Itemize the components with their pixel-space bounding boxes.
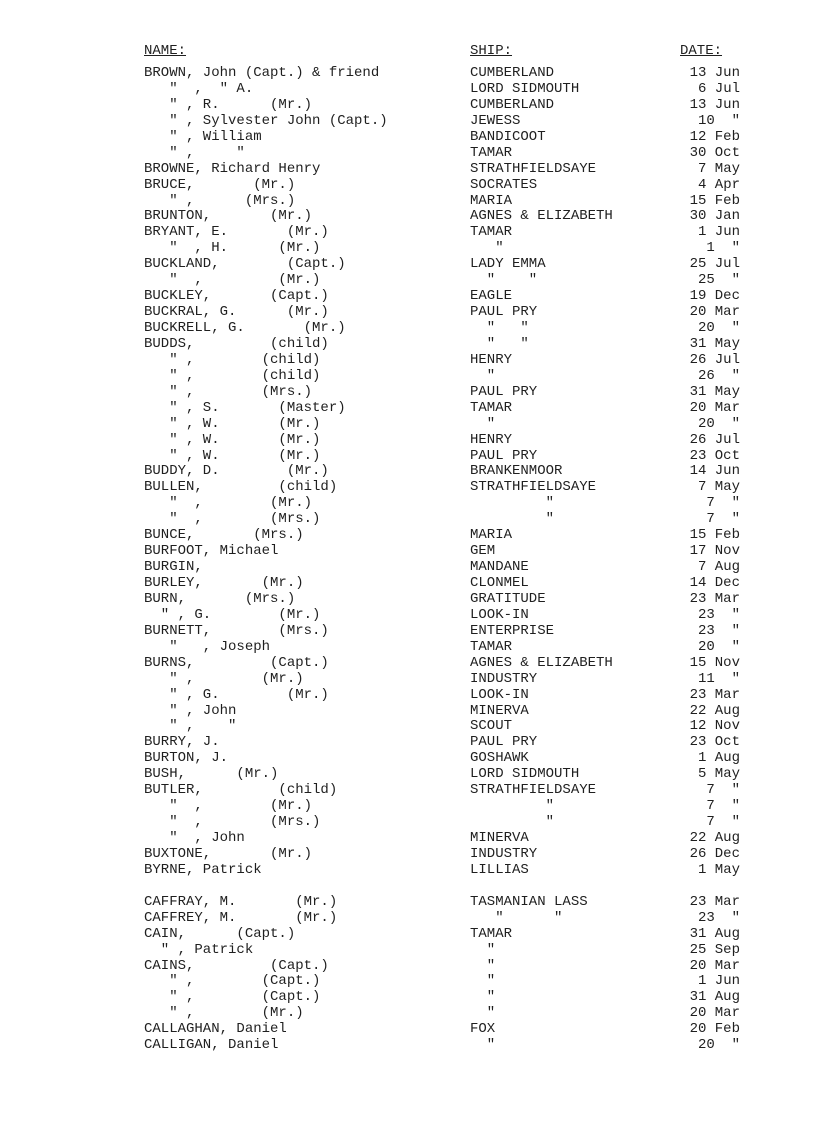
- passenger-name: BROWNE, Richard Henry: [144, 160, 321, 177]
- table-row: [0, 815, 816, 831]
- table-row: [0, 544, 816, 560]
- ship-name: TASMANIAN LASS: [470, 893, 588, 910]
- table-row: [0, 337, 816, 353]
- passenger-name: BURNETT, (Mrs.): [144, 622, 329, 639]
- passenger-name: BURLEY, (Mr.): [144, 575, 304, 591]
- table-row: [0, 799, 816, 815]
- arrival-date: 12 Nov: [689, 718, 740, 735]
- passenger-name: " , (Mrs.): [144, 383, 313, 400]
- ship-name: LADY EMMA: [470, 256, 546, 273]
- arrival-date: 25 Jul: [689, 256, 740, 273]
- arrival-date: 23 ": [697, 909, 740, 926]
- arrival-date: 22 Aug: [689, 702, 740, 719]
- table-row: [0, 130, 816, 146]
- arrival-date: 11 ": [697, 670, 740, 687]
- arrival-date: 25 Sep: [689, 941, 740, 958]
- table-row: [0, 704, 816, 720]
- arrival-date: 20 ": [697, 1037, 740, 1054]
- arrival-date: 23 Mar: [689, 893, 740, 910]
- passenger-name: " , G. (Mr.): [144, 606, 321, 623]
- passenger-name: BROWN, John (Capt.) & friend: [144, 65, 380, 81]
- table-row: [0, 608, 816, 624]
- ship-name: TAMAR: [470, 224, 513, 241]
- ship-name: ": [470, 957, 496, 974]
- ship-name: LILLIAS: [470, 861, 529, 878]
- passenger-name: " , Sylvester John (Capt.): [144, 112, 388, 129]
- passenger-name: " , " A.: [144, 80, 254, 97]
- arrival-date: 6 Jul: [697, 80, 740, 97]
- ship-name: ": [470, 367, 496, 384]
- table-row: [0, 847, 816, 863]
- passenger-name: CAIN, (Capt.): [144, 925, 296, 942]
- table-row: [0, 656, 816, 672]
- ship-name: LORD SIDMOUTH: [470, 766, 580, 783]
- table-row: [0, 305, 816, 321]
- arrival-date: 20 Mar: [689, 399, 740, 416]
- table-row: [0, 974, 816, 990]
- passenger-name: BUCKRAL, G. (Mr.): [144, 304, 329, 321]
- table-row: [0, 831, 816, 847]
- arrival-date: 5 May: [697, 766, 740, 783]
- ship-name: INDUSTRY: [470, 845, 538, 862]
- table-row: [0, 1022, 816, 1038]
- ship-name: ": [470, 814, 555, 831]
- ship-name: STRATHFIELDSAYE: [470, 782, 597, 799]
- ship-name: " ": [470, 335, 529, 352]
- table-row: [0, 289, 816, 305]
- ship-name: GOSHAWK: [470, 750, 529, 767]
- table-row: [0, 496, 816, 512]
- arrival-date: 15 Feb: [689, 192, 740, 209]
- arrival-date: 22 Aug: [689, 830, 740, 846]
- passenger-name: BUXTONE, (Mr.): [144, 845, 313, 862]
- table-row: [0, 719, 816, 735]
- passenger-name: BUDDY, D. (Mr.): [144, 463, 329, 480]
- ship-name: GRATITUDE: [470, 590, 546, 607]
- table-row: [0, 528, 816, 544]
- table-row: [0, 449, 816, 465]
- ship-name: ": [470, 240, 504, 257]
- table-row: [0, 273, 816, 289]
- table-row: [0, 353, 816, 369]
- ship-name: PAUL PRY: [470, 304, 538, 321]
- table-row: [0, 162, 816, 178]
- table-row: [0, 624, 816, 640]
- arrival-date: 26 Jul: [689, 351, 740, 368]
- passenger-name: CAINS, (Capt.): [144, 957, 329, 974]
- ship-name: LOOK-IN: [470, 606, 529, 623]
- table-row: [0, 433, 816, 449]
- arrival-date: 13 Jun: [689, 96, 740, 113]
- ship-name: CLONMEL: [470, 575, 529, 591]
- table-row: [0, 672, 816, 688]
- ship-name: ": [470, 511, 555, 528]
- arrival-date: 19 Dec: [689, 288, 740, 305]
- ship-name: HENRY: [470, 431, 513, 448]
- ship-name: ENTERPRISE: [470, 622, 555, 639]
- arrival-date: 13 Jun: [689, 65, 740, 81]
- passenger-name: CAFFRAY, M. (Mr.): [144, 893, 338, 910]
- ship-name: TAMAR: [470, 638, 513, 655]
- arrival-date: 7 ": [706, 495, 740, 512]
- ship-name: PAUL PRY: [470, 383, 538, 400]
- passenger-name: " , John: [144, 830, 245, 846]
- table-row: [0, 879, 816, 895]
- arrival-date: 7 ": [706, 798, 740, 815]
- ship-name: TAMAR: [470, 144, 513, 161]
- table-row: [0, 98, 816, 114]
- name-column-header: NAME:: [144, 43, 187, 59]
- arrival-date: 14 Jun: [689, 463, 740, 480]
- table-row: [0, 990, 816, 1006]
- table-row: [0, 751, 816, 767]
- ship-name: TAMAR: [470, 399, 513, 416]
- passenger-name: " , (Mrs.): [144, 511, 321, 528]
- ship-name: CUMBERLAND: [470, 65, 555, 81]
- arrival-date: 31 May: [689, 383, 740, 400]
- passenger-name: " , (Capt.): [144, 989, 321, 1006]
- ship-name: MINERVA: [470, 830, 529, 846]
- passenger-name: " , (child): [144, 367, 321, 384]
- table-row: [0, 417, 816, 433]
- ship-name: MARIA: [470, 527, 513, 544]
- ship-name: BANDICOOT: [470, 128, 546, 145]
- arrival-date: 1 Jun: [697, 973, 740, 990]
- arrival-date: 20 ": [697, 638, 740, 655]
- arrival-date: 17 Nov: [689, 543, 740, 560]
- table-row: [0, 1038, 816, 1054]
- ship-name: EAGLE: [470, 288, 513, 305]
- ship-column-header: SHIP:: [470, 43, 513, 59]
- table-row: [0, 178, 816, 194]
- ship-name: GEM: [470, 543, 496, 560]
- ship-name: HENRY: [470, 351, 513, 368]
- ship-name: SCOUT: [470, 718, 513, 735]
- ship-name: INDUSTRY: [470, 670, 538, 687]
- arrival-date: 25 ": [697, 272, 740, 289]
- table-row: [0, 66, 816, 82]
- arrival-date: 26 Jul: [689, 431, 740, 448]
- arrival-date: 26 ": [697, 367, 740, 384]
- table-row: [0, 225, 816, 241]
- table-row: [0, 401, 816, 417]
- passenger-name: " , H. (Mr.): [144, 240, 321, 257]
- passenger-name: CALLIGAN, Daniel: [144, 1037, 279, 1054]
- table-row: [0, 911, 816, 927]
- passenger-name: " , (Mr.): [144, 1005, 304, 1022]
- arrival-date: 30 Oct: [689, 144, 740, 161]
- passenger-list: [0, 66, 816, 1054]
- arrival-date: 12 Feb: [689, 128, 740, 145]
- arrival-date: 7 ": [706, 782, 740, 799]
- ship-name: PAUL PRY: [470, 734, 538, 751]
- passenger-name: " , (Mr.): [144, 495, 313, 512]
- table-row: [0, 783, 816, 799]
- passenger-name: BURFOOT, Michael: [144, 543, 279, 560]
- arrival-date: 20 Mar: [689, 304, 740, 321]
- arrival-date: 1 Jun: [697, 224, 740, 241]
- ship-name: TAMAR: [470, 925, 513, 942]
- table-row: [0, 943, 816, 959]
- passenger-name: " , W. (Mr.): [144, 415, 321, 432]
- ship-name: AGNES & ELIZABETH: [470, 654, 613, 671]
- arrival-date: 4 Apr: [697, 176, 740, 193]
- arrival-date: 15 Nov: [689, 654, 740, 671]
- arrival-date: 1 Aug: [697, 750, 740, 767]
- ship-name: " ": [470, 909, 563, 926]
- arrival-date: 7 ": [706, 814, 740, 831]
- passenger-name: " , S. (Master): [144, 399, 346, 416]
- passenger-name: " , (Mr.): [144, 798, 313, 815]
- table-row: [0, 480, 816, 496]
- passenger-name: " , ": [144, 144, 245, 161]
- ship-name: ": [470, 495, 555, 512]
- ship-name: BRANKENMOOR: [470, 463, 563, 480]
- table-row: [0, 927, 816, 943]
- ship-name: PAUL PRY: [470, 447, 538, 464]
- table-row: [0, 959, 816, 975]
- passenger-name: BYRNE, Patrick: [144, 861, 262, 878]
- passenger-name: BURGIN,: [144, 559, 203, 576]
- passenger-name: " , G. (Mr.): [144, 686, 329, 703]
- arrival-date: 23 Oct: [689, 447, 740, 464]
- ship-name: SOCRATES: [470, 176, 538, 193]
- ship-name: MARIA: [470, 192, 513, 209]
- passenger-name: " , Patrick: [144, 941, 254, 958]
- ship-name: ": [470, 941, 496, 958]
- table-row: [0, 241, 816, 257]
- passenger-name: BUCKLAND, (Capt.): [144, 256, 346, 273]
- arrival-date: 20 Mar: [689, 957, 740, 974]
- table-row: [0, 209, 816, 225]
- ship-name: ": [470, 1005, 496, 1022]
- passenger-name: BULLEN, (child): [144, 479, 338, 496]
- passenger-name: BUCKRELL, G. (Mr.): [144, 320, 346, 336]
- passenger-name: " , W. (Mr.): [144, 447, 321, 464]
- table-row: [0, 257, 816, 273]
- passenger-name: " , (Mrs.): [144, 814, 321, 831]
- passenger-name: " , John: [144, 702, 237, 719]
- passenger-name: " , R. (Mr.): [144, 96, 313, 113]
- arrival-date: 20 ": [697, 320, 740, 336]
- passenger-name: BUDDS, (child): [144, 335, 329, 352]
- passenger-name: BRUNTON, (Mr.): [144, 208, 313, 225]
- arrival-date: 23 ": [697, 622, 740, 639]
- passenger-name: " , (Mrs.): [144, 192, 296, 209]
- arrival-date: 20 Feb: [689, 1021, 740, 1038]
- ship-name: ": [470, 1037, 496, 1054]
- ship-name: STRATHFIELDSAYE: [470, 160, 597, 177]
- table-row: [0, 1006, 816, 1022]
- table-row: [0, 576, 816, 592]
- arrival-date: 7 ": [706, 511, 740, 528]
- table-row: [0, 560, 816, 576]
- ship-name: LOOK-IN: [470, 686, 529, 703]
- passenger-name: CAFFREY, M. (Mr.): [144, 909, 338, 926]
- passenger-name: BURN, (Mrs.): [144, 590, 296, 607]
- ship-name: ": [470, 989, 496, 1006]
- table-row: [0, 114, 816, 130]
- passenger-name: " , ": [144, 718, 237, 735]
- arrival-date: 7 Aug: [697, 559, 740, 576]
- passenger-name: BURNS, (Capt.): [144, 654, 329, 671]
- table-row: [0, 82, 816, 98]
- passenger-name: " , (Mr.): [144, 272, 321, 289]
- passenger-name: BRUCE, (Mr.): [144, 176, 296, 193]
- ship-name: ": [470, 415, 496, 432]
- table-row: [0, 895, 816, 911]
- passenger-name: " , (child): [144, 351, 321, 368]
- table-row: [0, 512, 816, 528]
- passenger-name: CALLAGHAN, Daniel: [144, 1021, 287, 1038]
- table-row: [0, 369, 816, 385]
- date-column-header: DATE:: [680, 43, 723, 59]
- arrival-date: 23 Mar: [689, 686, 740, 703]
- ship-name: JEWESS: [470, 112, 521, 129]
- arrival-date: 7 May: [697, 479, 740, 496]
- passenger-name: BUCKLEY, (Capt.): [144, 288, 329, 305]
- ship-name: CUMBERLAND: [470, 96, 555, 113]
- ship-name: " ": [470, 320, 529, 336]
- passenger-name: " , (Mr.): [144, 670, 304, 687]
- table-row: [0, 863, 816, 879]
- ship-name: ": [470, 798, 555, 815]
- arrival-date: 7 May: [697, 160, 740, 177]
- arrival-date: 23 Mar: [689, 590, 740, 607]
- ship-name: LORD SIDMOUTH: [470, 80, 580, 97]
- arrival-date: 20 Mar: [689, 1005, 740, 1022]
- table-row: [0, 194, 816, 210]
- table-row: [0, 592, 816, 608]
- passenger-name: " , Joseph: [144, 638, 271, 655]
- passenger-name: BURRY, J.: [144, 734, 220, 751]
- table-row: [0, 321, 816, 337]
- passenger-name: BRYANT, E. (Mr.): [144, 224, 329, 241]
- arrival-date: 26 Dec: [689, 845, 740, 862]
- passenger-name: BUNCE, (Mrs.): [144, 527, 304, 544]
- ship-name: STRATHFIELDSAYE: [470, 479, 597, 496]
- arrival-date: 10 ": [697, 112, 740, 129]
- arrival-date: 30 Jan: [689, 208, 740, 225]
- table-row: [0, 735, 816, 751]
- arrival-date: 31 Aug: [689, 925, 740, 942]
- table-row: [0, 688, 816, 704]
- arrival-date: 20 ": [697, 415, 740, 432]
- passenger-name: " , W. (Mr.): [144, 431, 321, 448]
- ship-name: MANDANE: [470, 559, 529, 576]
- arrival-date: 15 Feb: [689, 527, 740, 544]
- arrival-date: 23 ": [697, 606, 740, 623]
- column-header-row: [0, 42, 816, 60]
- passenger-name: BUSH, (Mr.): [144, 766, 279, 783]
- table-row: [0, 640, 816, 656]
- arrival-date: 31 May: [689, 335, 740, 352]
- arrival-date: 14 Dec: [689, 575, 740, 591]
- table-row: [0, 146, 816, 162]
- arrival-date: 23 Oct: [689, 734, 740, 751]
- ship-name: MINERVA: [470, 702, 529, 719]
- passenger-name: BUTLER, (child): [144, 782, 338, 799]
- passenger-name: " , William: [144, 128, 262, 145]
- ship-name: FOX: [470, 1021, 496, 1038]
- passenger-name: " , (Capt.): [144, 973, 321, 990]
- table-row: [0, 767, 816, 783]
- arrival-date: 31 Aug: [689, 989, 740, 1006]
- table-row: [0, 385, 816, 401]
- ship-name: ": [470, 973, 496, 990]
- arrival-date: 1 ": [706, 240, 740, 257]
- ship-name: AGNES & ELIZABETH: [470, 208, 613, 225]
- table-row: [0, 464, 816, 480]
- passenger-name: BURTON, J.: [144, 750, 229, 767]
- ship-name: " ": [470, 272, 538, 289]
- arrival-date: 1 May: [697, 861, 740, 878]
